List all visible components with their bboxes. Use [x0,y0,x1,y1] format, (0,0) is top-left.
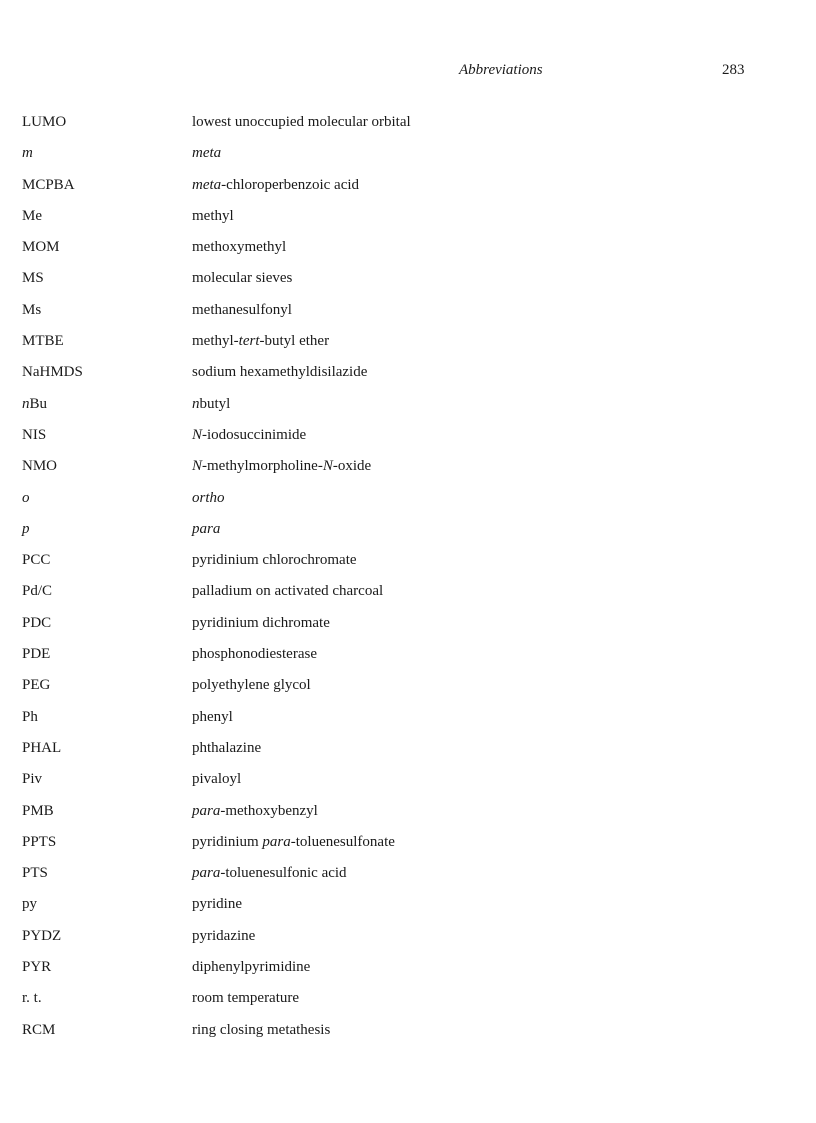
abbreviation-row [0,550,816,581]
definition-part: -toluenesulfonate [290,833,395,850]
abbreviation-row [0,331,816,362]
definition-part: para [262,833,291,850]
abbreviation-row [0,362,816,393]
abbreviation-term: MS [22,270,44,287]
abbreviation-definition [192,1020,330,1040]
abbreviation-term: MOM [22,239,60,256]
definition-part: -toluenesulfonic acid [220,865,347,882]
abbreviation-row [0,957,816,988]
abbreviation-term: r. t. [22,990,42,1007]
definition-part: pyridinium [192,833,263,850]
abbreviation-row [0,863,816,894]
abbreviation-term: p [22,520,30,537]
abbreviation-row [0,832,816,863]
definition-part: methoxymethyl [192,239,287,256]
definition-part: -butyl ether [259,333,330,350]
abbreviation-definition [192,801,318,821]
abbreviation-term: MCPBA [22,176,75,193]
abbreviation-term-part: Bu [29,395,48,412]
abbreviation-row [0,456,816,487]
abbreviation-row [0,675,816,706]
abbreviation-term: PYR [22,959,52,976]
definition-part: methyl- [192,333,239,350]
definition-part: tert [238,333,260,350]
abbreviation-definition [192,894,242,914]
abbreviation-row [0,801,816,832]
definition-part: butyl [199,395,231,412]
definition-part: -methoxybenzyl [220,802,318,819]
abbreviation-term: PTS [22,865,48,882]
abbreviation-definition [192,581,383,601]
definition-part: meta [192,176,222,193]
page-number: 283 [722,62,745,78]
abbreviation-term: PDC [22,614,52,631]
definition-part: methyl [192,207,234,224]
page-header [0,62,816,84]
definition-part: pyridinium chlorochromate [192,552,357,569]
abbreviation-definition [192,613,330,633]
definition-part: sodium hexamethyldisilazide [192,364,368,381]
abbreviation-definition [192,456,371,476]
definition-part: palladium on activated charcoal [192,583,384,600]
definition-part: -chloroperbenzoic acid [221,176,360,193]
abbreviation-term: Piv [22,771,43,788]
abbreviation-definition [192,175,359,195]
abbreviation-definition [192,738,261,758]
definition-part: polyethylene glycol [192,677,311,694]
abbreviation-row [0,112,816,143]
definition-part: para [192,865,221,882]
definition-part: diphenylpyrimidine [192,959,311,976]
abbreviation-definition [192,769,241,789]
definition-part: pyridinium dichromate [192,614,330,631]
definition-part: N [322,458,333,475]
abbreviation-row [0,175,816,206]
abbreviation-definition [192,268,292,288]
definition-part: N [192,458,203,475]
definition-part: phenyl [192,708,233,725]
abbreviation-row [0,738,816,769]
abbreviation-row [0,613,816,644]
abbreviation-definition [192,331,329,351]
abbreviation-definition [192,863,347,883]
definition-part: -oxide [332,458,372,475]
abbreviation-row [0,425,816,456]
abbreviation-row [0,237,816,268]
abbreviation-definition [192,425,306,445]
definition-part: phosphonodiesterase [192,646,317,663]
abbreviation-row [0,206,816,237]
definition-part: methanesulfonyl [192,301,292,318]
definition-part: ring closing metathesis [192,1021,331,1038]
abbreviation-row [0,1020,816,1051]
abbreviation-definition [192,394,230,414]
definition-part: lowest unoccupied molecular orbital [192,114,411,130]
definition-part: pyridine [192,896,242,913]
abbreviation-term: Ph [22,708,38,725]
abbreviation-definition [192,300,292,320]
abbreviation-row [0,644,816,675]
definition-part: -iodosuccinimide [202,426,307,443]
abbreviation-definition [192,926,255,946]
abbreviation-row [0,707,816,738]
abbreviation-term: Me [22,207,42,224]
abbreviation-term [22,394,47,414]
abbreviation-definition [192,488,225,508]
abbreviation-definition [192,957,310,977]
definition-part: n [192,395,200,412]
abbreviation-term: py [22,896,37,913]
abbreviation-term: PCC [22,552,51,569]
abbreviation-definition [192,550,357,570]
abbreviation-row [0,268,816,299]
abbreviation-row [0,394,816,425]
abbreviation-term: NaHMDS [22,364,83,381]
definition-part: pivaloyl [192,771,242,788]
abbreviation-row [0,769,816,800]
definition-part: molecular sieves [192,270,293,287]
abbreviation-term: NMO [22,458,58,475]
definition-part: meta [192,145,222,162]
abbreviation-definition [192,237,286,257]
abbreviation-definition [192,206,234,226]
abbreviation-row [0,300,816,331]
abbreviation-term: MTBE [22,333,64,350]
abbreviation-term: RCM [22,1021,56,1038]
abbreviation-term: o [22,489,30,506]
abbreviation-definition [192,832,395,852]
abbreviation-term: PMB [22,802,54,819]
abbreviation-definition [192,644,317,664]
abbreviation-term: Pd/C [22,583,53,600]
abbreviation-term: LUMO [22,114,67,130]
abbreviation-definition [192,362,367,382]
abbreviation-row [0,581,816,612]
abbreviation-definition [192,112,411,132]
definition-part: room temperature [192,990,300,1007]
abbreviation-term: PPTS [22,833,57,850]
abbreviation-term: NIS [22,426,47,443]
abbreviation-term: PEG [22,677,51,694]
abbreviation-term: PDE [22,646,51,663]
abbreviation-definition [192,675,311,695]
definition-part: N [192,426,203,443]
abbreviation-term-part: n [22,395,30,412]
abbreviation-list [0,112,816,1051]
definition-part: pyridazine [192,927,256,944]
abbreviation-term: PHAL [22,739,62,756]
abbreviation-term: Ms [22,301,42,318]
abbreviation-row [0,988,816,1019]
abbreviation-row [0,143,816,174]
definition-part: -methylmorpholine- [202,458,323,475]
abbreviation-term: m [22,145,33,162]
abbreviation-row [0,894,816,925]
definition-part: ortho [192,489,225,506]
abbreviation-definition [192,707,233,727]
abbreviation-term: PYDZ [22,927,62,944]
abbreviation-row [0,519,816,550]
abbreviation-definition [192,143,221,163]
definition-part: phthalazine [192,739,262,756]
abbreviation-row [0,488,816,519]
definition-part: para [192,520,221,537]
abbreviation-row [0,926,816,957]
abbreviation-definition [192,988,299,1008]
page-title: Abbreviations [459,62,543,78]
abbreviation-definition [192,519,220,539]
definition-part: para [192,802,221,819]
